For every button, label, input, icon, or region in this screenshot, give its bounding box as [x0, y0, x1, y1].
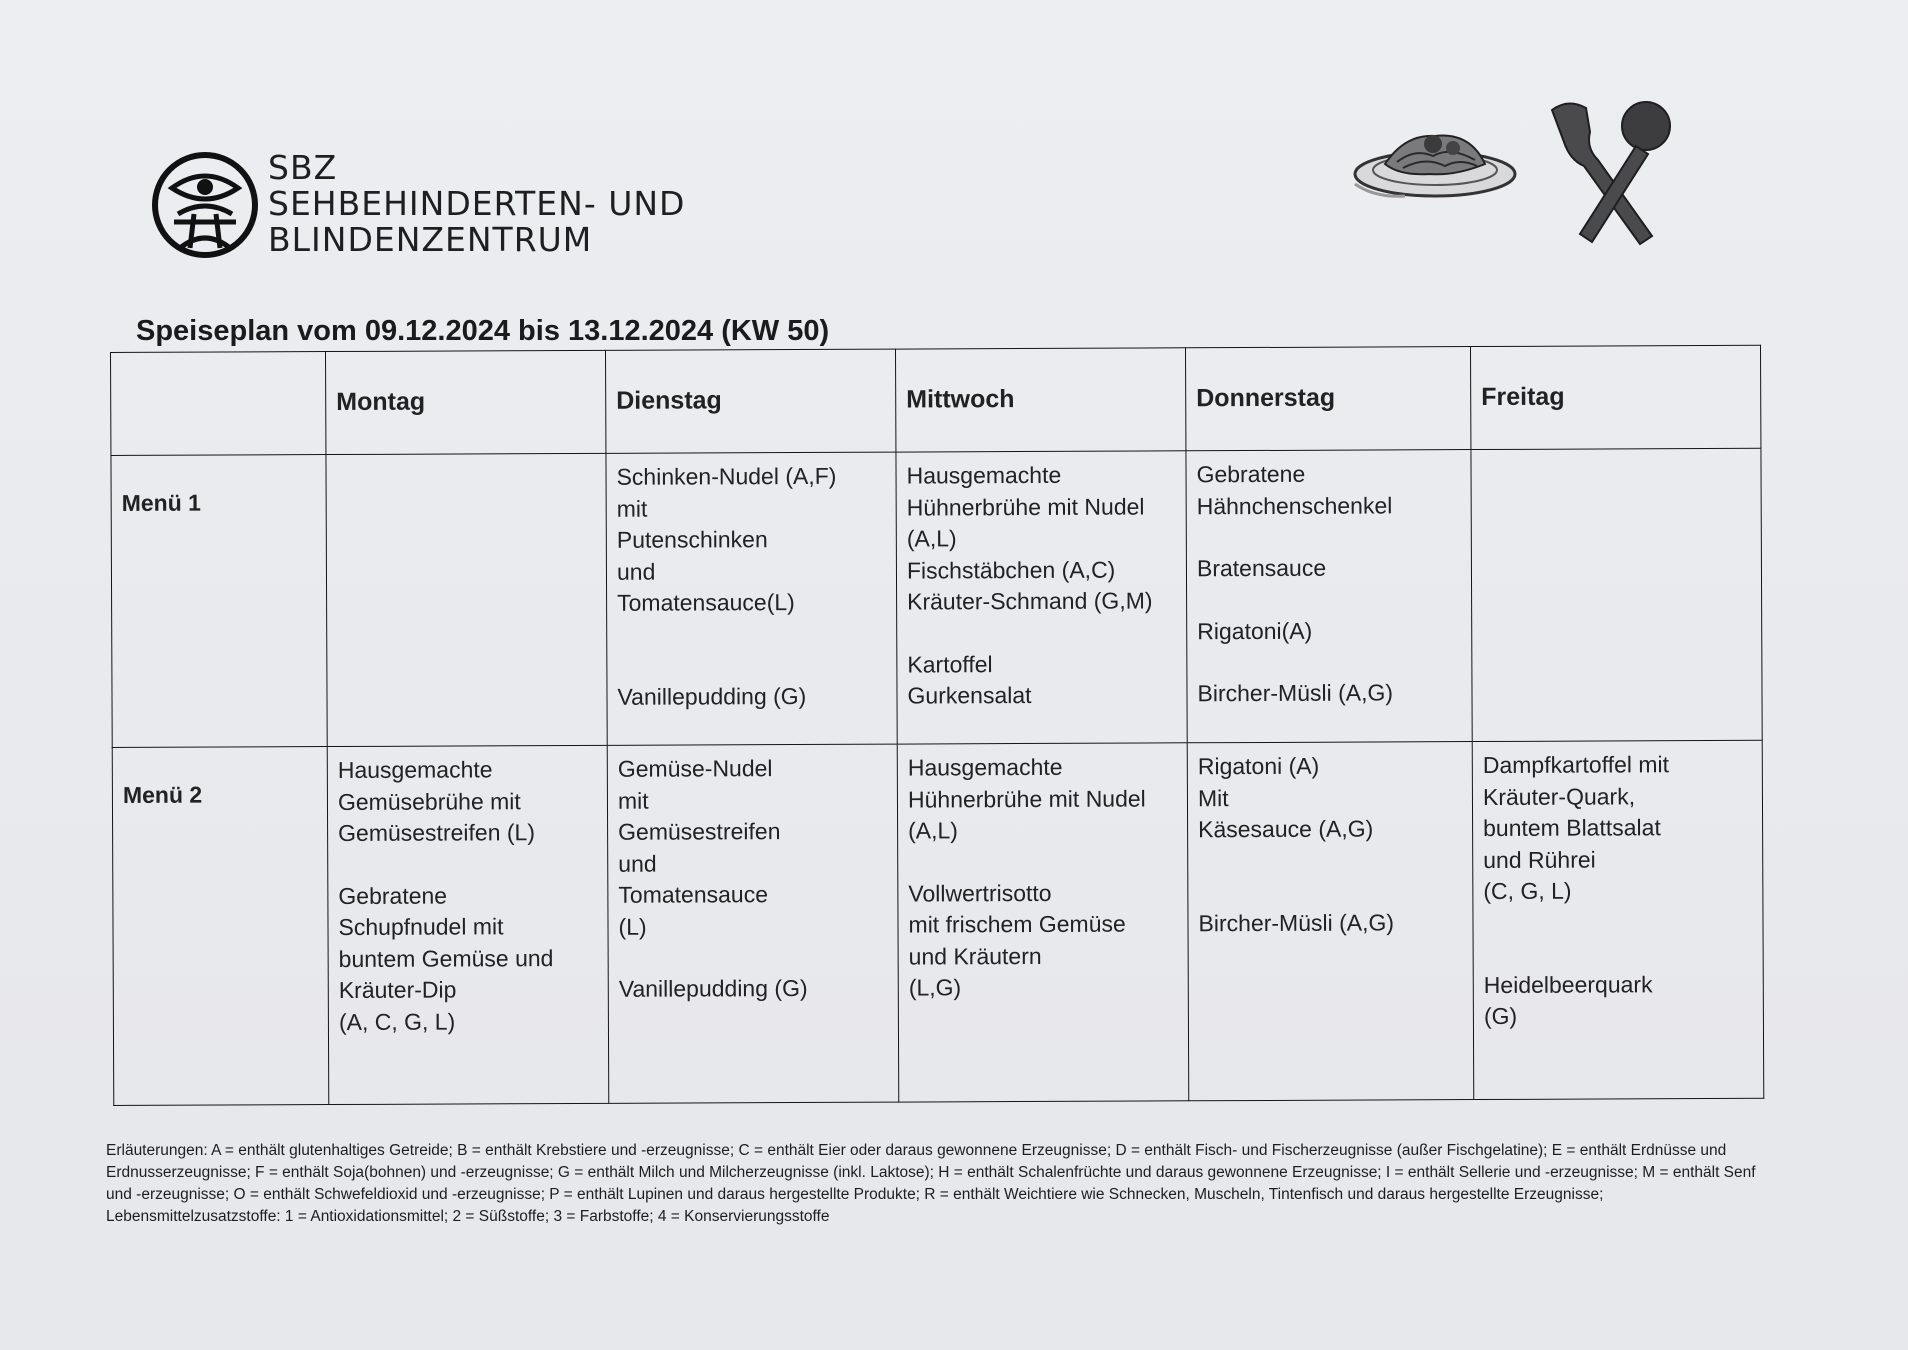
- dish-line: Gemüsestreifen: [618, 818, 781, 845]
- dish-line: buntem Gemüse und: [338, 944, 554, 972]
- header-row: [111, 345, 1761, 455]
- day-header: Donnerstag: [1185, 347, 1470, 451]
- dish-line: Hühnerbrühe mit Nudel: [907, 784, 1146, 813]
- meal-cell: [896, 451, 1187, 744]
- dish-line: Gemüsebrühe mit: [337, 787, 521, 815]
- line-gap: [1197, 584, 1461, 616]
- meal-plan-table: [110, 345, 1764, 1106]
- dish-line: mit frischem Gemüse: [908, 910, 1126, 938]
- dish-line: Tomatensauce: [618, 881, 769, 908]
- dish-line: Kartoffel: [907, 650, 993, 678]
- logo-line-2: SEHBEHINDERTEN- UND: [268, 184, 686, 223]
- dish-line: und: [616, 558, 656, 585]
- dish-line: Hühnerbrühe mit Nudel: [906, 492, 1145, 521]
- line-gap: [908, 846, 1177, 878]
- dish-line: Gemüsestreifen (L): [338, 819, 536, 847]
- menu-row: [111, 448, 1762, 747]
- dish-line: (G): [1483, 1002, 1518, 1030]
- dish-line: Fischstäbchen (A,C): [906, 556, 1116, 584]
- line-gap: [1198, 876, 1462, 908]
- dish-line: Gemüse-Nudel: [617, 755, 773, 782]
- pasta-plate-icon: [1335, 112, 1527, 212]
- meal-cell: [1472, 740, 1764, 1099]
- dish-line: (L,G): [908, 974, 962, 1001]
- dish-line: Gebratene: [1196, 460, 1306, 488]
- page-title: Speiseplan vom 09.12.2024 bis 13.12.2024 (KW 50): [136, 315, 830, 347]
- meal-cell: [1187, 742, 1474, 1101]
- meal-cell: [326, 453, 607, 746]
- dish-line: Putenschinken: [616, 526, 768, 553]
- line-gap: [617, 649, 886, 681]
- line-gap: [338, 848, 597, 880]
- dish-line: Gurkensalat: [907, 681, 1032, 709]
- dish-line: Käsesauce (A,G): [1198, 815, 1374, 843]
- line-gap: [1198, 845, 1462, 877]
- dish-line: Heidelbeerquark: [1483, 970, 1653, 998]
- crossed-utensils-icon: [1540, 96, 1685, 246]
- dish-line: Tomatensauce(L): [617, 589, 795, 616]
- dish-line: Vollwertrisotto: [908, 879, 1052, 907]
- meal-cell: [897, 743, 1189, 1102]
- dish-line: Rigatoni(A): [1197, 617, 1313, 644]
- day-header: Montag: [326, 350, 606, 454]
- dish-line: buntem Blattsalat: [1483, 814, 1661, 842]
- line-gap: [907, 617, 1176, 649]
- dish-line: (A,L): [908, 817, 958, 844]
- line-gap: [619, 942, 888, 974]
- dish-line: (A, C, G, L): [338, 1008, 456, 1035]
- dish-line: Vanillepudding (G): [618, 974, 808, 1002]
- dish-line: mit: [617, 787, 649, 814]
- dish-line: Hausgemachte: [337, 756, 493, 784]
- line-gap: [1483, 906, 1752, 938]
- dish-line: Rigatoni (A): [1197, 752, 1320, 780]
- meal-cell: [1471, 448, 1762, 741]
- dish-line: Bircher-Müsli (A,G): [1198, 908, 1395, 936]
- sbz-logo-icon: [150, 152, 260, 258]
- line-gap: [1484, 937, 1753, 969]
- dish-line: Hausgemachte: [907, 753, 1063, 781]
- logo-wordmark: [268, 150, 685, 258]
- day-header: Mittwoch: [895, 348, 1185, 452]
- allergen-legend: Erläuterungen: A = enthält glutenhaltiges Getreide; B = enthält Krebstiere und -erzeugnisse; C = enthält Eier oder daraus gewonnene Erzeugnisse; D = enthält Fisch- und Fischerzeugnisse (außer Fischgelatine); E = enthält Erdnüsse und Erdnusserzeugnisse; F = enthält Soja(bohnen) und -erzeugnisse; G = enthält Milch und Milcherzeugnisse (inkl. Laktose); H = enthält Schalenfrüchte und daraus gewonnene Erzeugnisse; I = enthält Sellerie und -erzeugnisse; M = enthält Senf und -erzeugnisse; O = enthält Schwefeldioxid und -erzeugnisse; P = enthält Lupinen und daraus hergestellte Produkte; R = enthält Weichtiere wie Schnecken, Muscheln, Tintenfisch und daraus hergestellte Erzeugnisse; Lebensmittelzusatzstoffe: 1 = Antioxidationsmittel; 2 = Süßstoffe; 3 = Farbstoffe; 4 = Konservierungsstoffe: [106, 1142, 1756, 1225]
- dish-line: Hausgemachte: [906, 461, 1062, 489]
- dish-line: (A,L): [906, 525, 957, 552]
- dish-line: und: [618, 850, 657, 877]
- logo-line-1: SBZ: [268, 148, 338, 187]
- dish-line: Bircher-Müsli (A,G): [1197, 679, 1394, 707]
- dish-line: mit: [616, 495, 648, 522]
- line-gap: [1197, 521, 1461, 553]
- logo-line-3: BLINDENZENTRUM: [268, 220, 593, 259]
- dish-line: (L): [618, 913, 647, 940]
- line-gap: [1197, 646, 1461, 678]
- line-gap: [617, 618, 886, 650]
- dish-line: Kräuter-Schmand (G,M): [907, 587, 1153, 615]
- dish-line: Schinken-Nudel (A,F): [616, 462, 837, 490]
- meal-cell: [606, 452, 897, 745]
- meal-cell: [327, 745, 609, 1104]
- dish-line: und Kräutern: [908, 942, 1042, 970]
- dish-line: und Rührei: [1483, 846, 1596, 873]
- dish-line: Bratensauce: [1196, 554, 1327, 582]
- header-corner: [111, 352, 326, 456]
- dish-line: Mit: [1197, 784, 1229, 811]
- dish-line: Vanillepudding (G): [617, 682, 807, 710]
- menu-label: Menü 2: [112, 747, 329, 1106]
- menu-row: [112, 740, 1764, 1105]
- dish-line: Dampfkartoffel mit: [1482, 751, 1670, 779]
- dish-line: (C, G, L): [1483, 877, 1572, 905]
- menu-label: Menü 1: [111, 455, 327, 748]
- day-header: Freitag: [1470, 345, 1760, 449]
- meal-cell: [607, 744, 899, 1103]
- day-header: Dienstag: [605, 349, 895, 453]
- dish-line: Schupfnudel mit: [338, 913, 504, 941]
- meal-cell: [1186, 450, 1472, 743]
- dish-line: Kräuter-Quark,: [1482, 782, 1636, 810]
- dish-line: Hähnchenschenkel: [1196, 491, 1393, 519]
- dish-line: Kräuter-Dip: [338, 976, 457, 1004]
- dish-line: Gebratene: [338, 882, 448, 909]
